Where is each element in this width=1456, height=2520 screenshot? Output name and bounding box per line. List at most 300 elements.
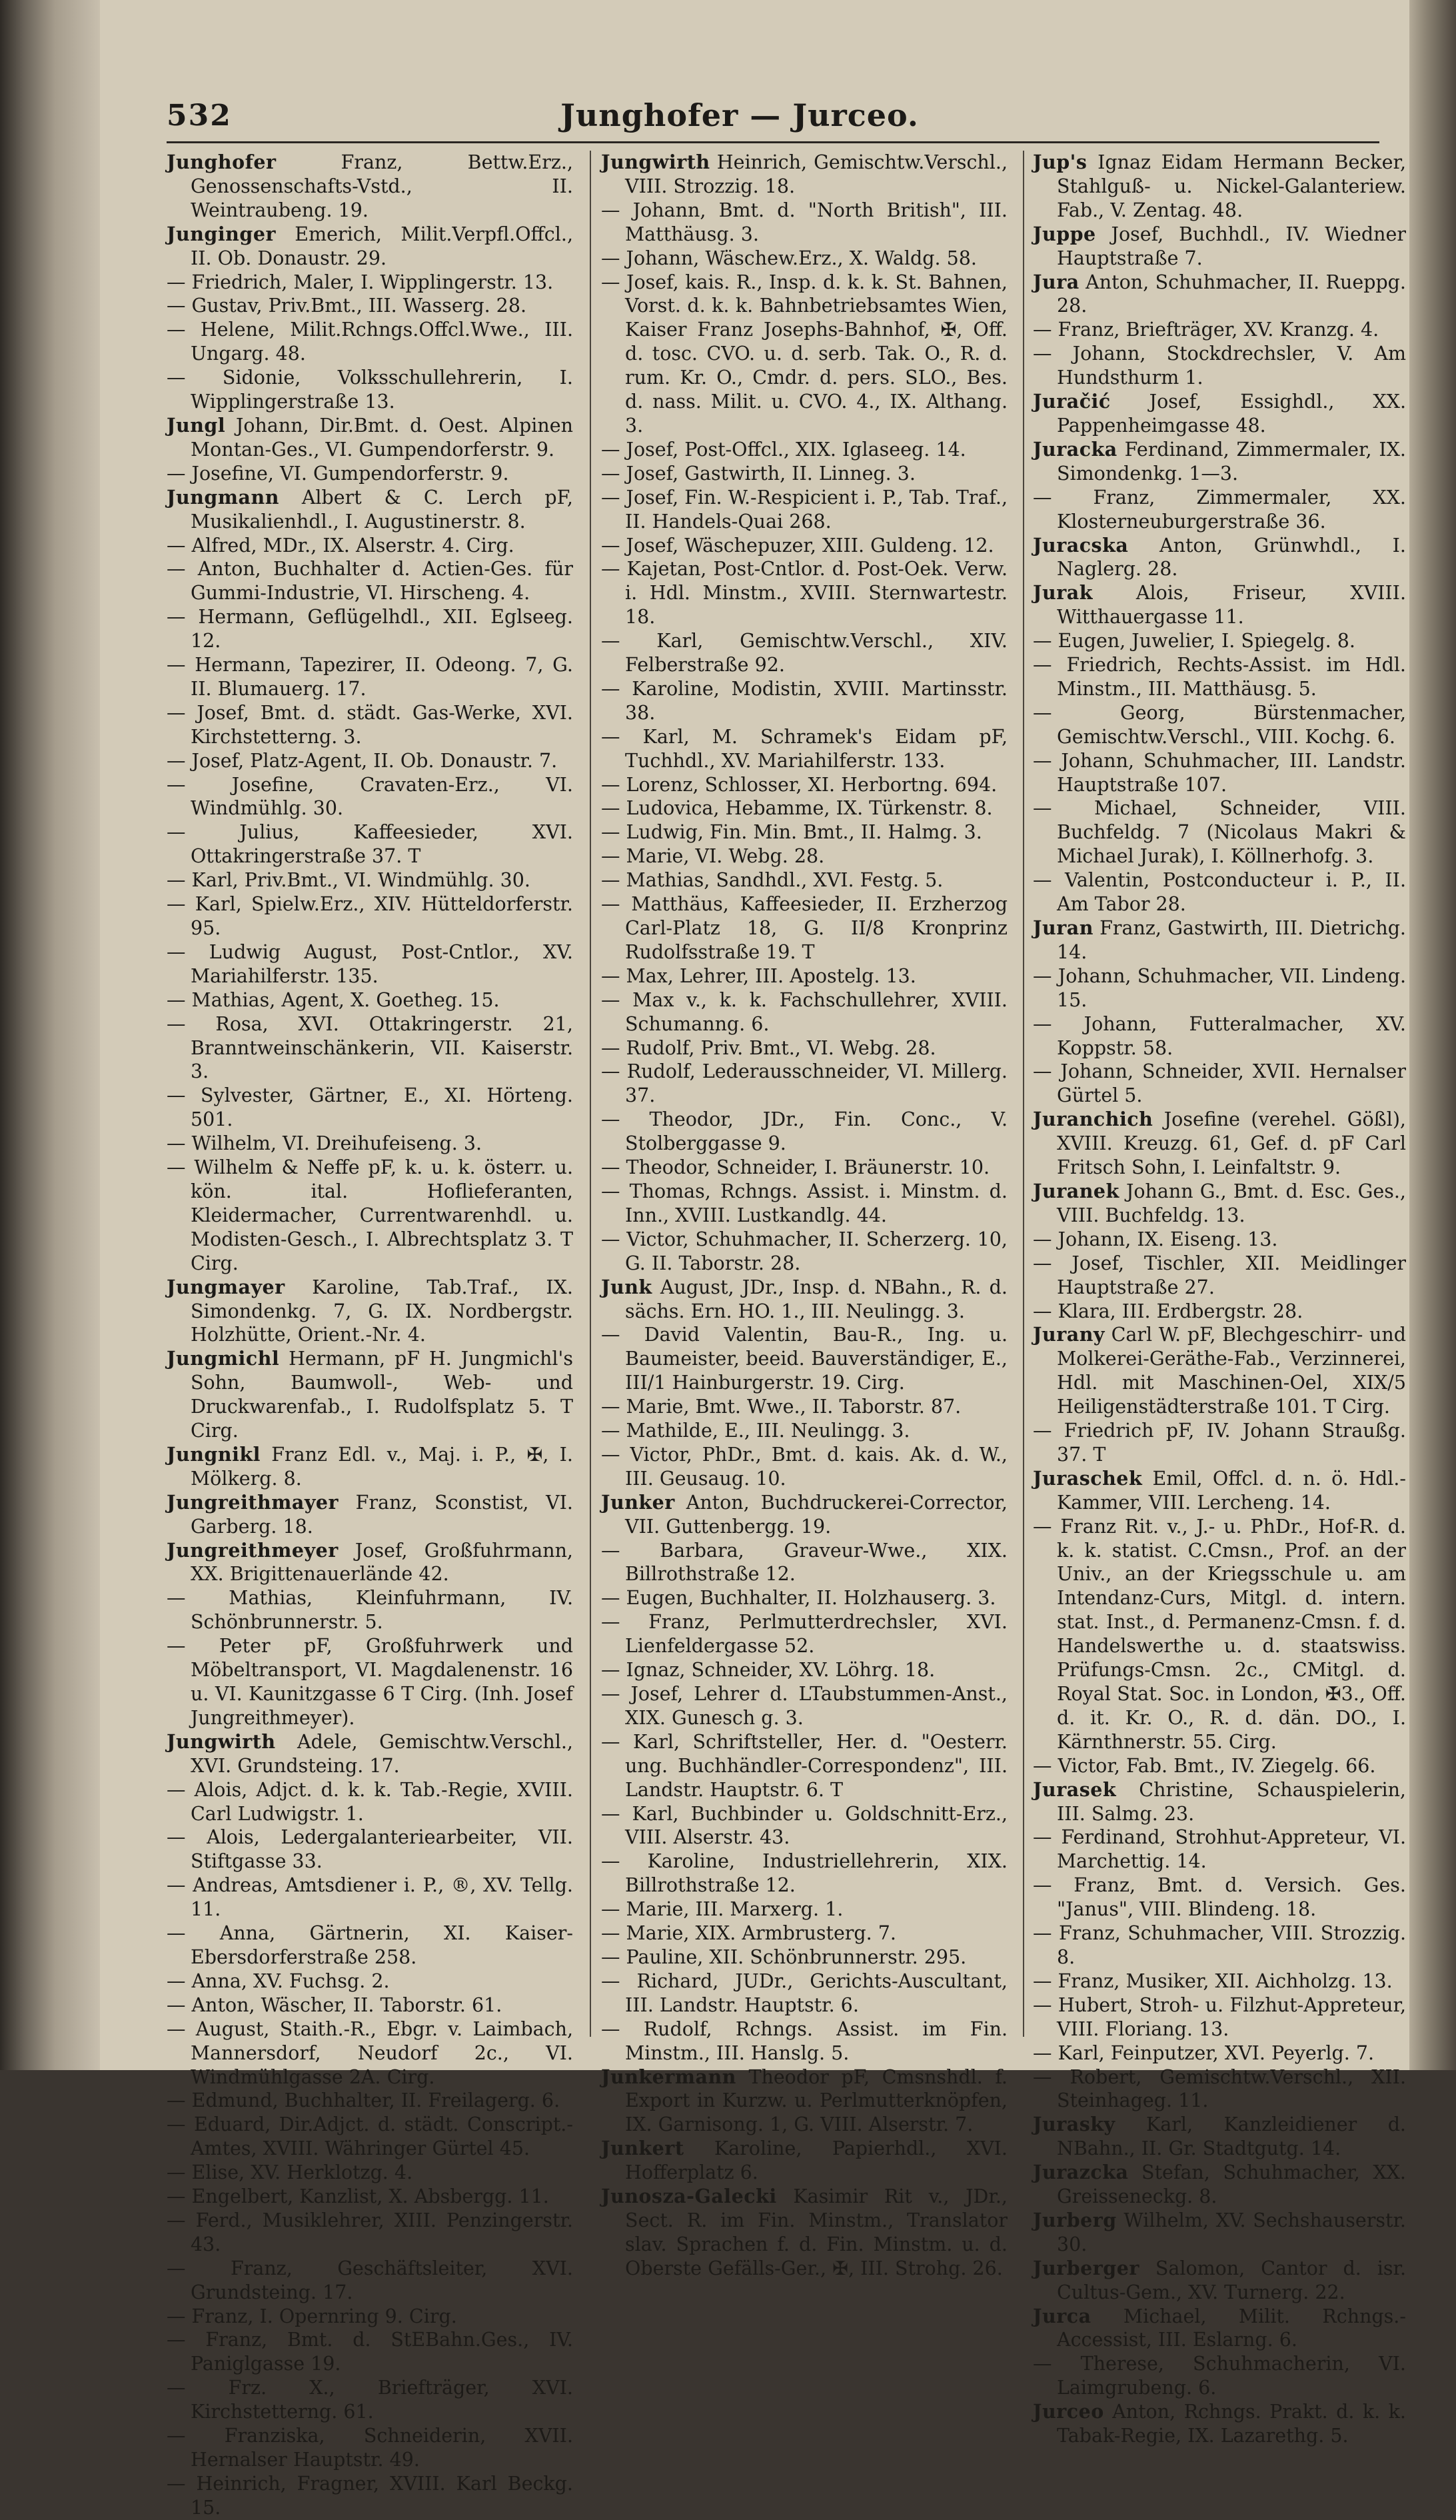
directory-entry (167, 2017, 573, 2089)
entry-text: Emil, Offcl. d. n. ö. Hdl.-Kammer, VIII. Lercheng. 14. (1057, 1467, 1406, 1514)
directory-entry (601, 1897, 1008, 1921)
entry-surname: Jungl (167, 413, 226, 437)
entry-surname: Junker (601, 1490, 675, 1514)
entry-text: — Michael, Schneider, VIII. Buchfeldg. 7 (Nicolaus Makri & Michael Jurak), I. Köllnerhofg. 3. (1033, 797, 1406, 868)
entry-text: — Julius, Kaffeesieder, XVI. Ottakringerstraße 37. T (167, 821, 573, 868)
directory-entry (1033, 318, 1406, 342)
entry-text: — Edmund, Buchhalter, II. Freilagerg. 6. (167, 2089, 560, 2112)
entry-surname: Juppe (1033, 222, 1096, 245)
entry-text: Alois, Friseur, XVIII. Witthauergasse 11. (1057, 582, 1406, 629)
directory-entry (601, 271, 1008, 438)
entry-text: — Josef, Wäschepuzer, XIII. Guldeng. 12. (601, 534, 994, 557)
entry-surname: Jungmann (167, 485, 279, 509)
entry-surname: Jurasek (1033, 1778, 1117, 1801)
directory-column-3 (1033, 151, 1406, 2448)
directory-entry (601, 247, 1008, 271)
directory-entry (167, 1539, 573, 1587)
entry-surname: Junosza-Galecki (601, 2185, 777, 2208)
directory-entry (601, 2017, 1008, 2065)
directory-entry (167, 1084, 573, 1132)
directory-entry (601, 151, 1008, 199)
entry-text: Franz, Sconstist, VI. Garberg. 18. (191, 1491, 573, 1538)
directory-entry (601, 199, 1008, 247)
entry-text: — Victor, Fab. Bmt., IV. Ziegelg. 66. (1033, 1754, 1376, 1777)
entry-text: — Josef, Fin. W.-Respicient i. P., Tab. Traf., II. Handels-Quai 268. (601, 486, 1008, 533)
directory-entry (1033, 653, 1406, 701)
directory-entry (167, 271, 573, 295)
directory-entry (1033, 2352, 1406, 2400)
directory-entry (1033, 964, 1406, 1012)
entry-text: — Josef, Bmt. d. städt. Gas-Werke, XVI. Kirchstetterng. 3. (167, 701, 573, 748)
directory-entry (601, 1610, 1008, 1658)
directory-entry (1033, 1921, 1406, 1969)
entry-text: — Franz, Schuhmacher, VIII. Strozzig. 8. (1033, 1922, 1406, 1968)
directory-entry (167, 773, 573, 821)
entry-text: — Josefine, Cravaten-Erz., VI. Windmühlg. 30. (167, 773, 573, 820)
directory-entry (167, 1491, 573, 1539)
entry-text: — David Valentin, Bau-R., Ing. u. Baumeister, beeid. Bauverständiger, E., III/1 Hainburgerstr. 19. Cirg. (601, 1324, 1008, 1394)
directory-entry (601, 1036, 1008, 1060)
directory-entry (167, 2305, 573, 2329)
directory-entry (167, 988, 573, 1012)
directory-entry (601, 1443, 1008, 1491)
directory-entry (601, 1682, 1008, 1730)
entry-text: Karoline, Tab.Traf., IX. Simondenkg. 7, G. IX. Nordbergstr. Holzhütte, Orient.-Nr. 4. (191, 1276, 573, 1346)
entry-surname: Juranchich (1033, 1108, 1153, 1131)
entry-text: — Lorenz, Schlosser, XI. Herbortng. 694. (601, 773, 998, 796)
entry-text: — Marie, Bmt. Wwe., II. Taborstr. 87. (601, 1396, 962, 1418)
column-divider (1023, 151, 1024, 2037)
entry-text: — Mathias, Kleinfuhrmann, IV. Schönbrunnerstr. 5. (167, 1587, 573, 1634)
entry-text: — Matthäus, Kaffeesieder, II. Erzherzog Carl-Platz 18, G. II/8 Kronprinz Rudolfsstraße 19. T (601, 893, 1008, 963)
entry-text: Heinrich, Gemischtw.Verschl., VIII. Strozzig. 18. (625, 151, 1008, 197)
directory-entry (1033, 1180, 1406, 1228)
entry-text: — Josef, Lehrer d. LTaubstummen-Anst., XIX. Gunesch g. 3. (601, 1683, 1008, 1729)
entry-text: — Johann, Schuhmacher, VII. Lindeng. 15. (1033, 964, 1406, 1011)
entry-surname: Jurberger (1033, 2256, 1139, 2279)
entry-text: Theodor pF, Cmsnshdl. f. Export in Kurzw. u. Perlmutterknöpfen, IX. Garnisong. 1, G. VIII. Alserstr. 7. (625, 2065, 1008, 2136)
directory-entry (1033, 1419, 1406, 1467)
directory-entry (1033, 2065, 1406, 2113)
entry-surname: Juran (1033, 916, 1093, 939)
entry-text: — Josef, Gastwirth, II. Linneg. 3. (601, 462, 916, 485)
directory-entry (601, 1586, 1008, 1610)
directory-entry (601, 1395, 1008, 1419)
entry-surname: Junginger (167, 222, 276, 245)
entry-text: Franz, Gastwirth, III. Dietrichg. 14. (1057, 917, 1406, 963)
entry-text: Anton, Grünwhdl., I. Naglerg. 28. (1057, 534, 1406, 581)
entry-text: — Klara, III. Erdbergstr. 28. (1033, 1300, 1303, 1322)
entry-surname: Jungreithmeyer (167, 1538, 339, 1562)
directory-entry (167, 151, 573, 223)
entry-text: — Rosa, XVI. Ottakringerstr. 21, Branntweinschänkerin, VII. Kaiserstr. 3. (167, 1012, 573, 1083)
entry-text: Franz, Bettw.Erz., Genossenschafts-Vstd., II. Weintraubeng. 19. (191, 151, 573, 221)
directory-entry (167, 486, 573, 534)
entry-text: — Josef, kais. R., Insp. d. k. k. St. Bahnen, Vorst. d. k. k. Bahnbetriebsamtes Wien, Kaiser Franz Josephs-Bahnhof, ✠, Off. d. tosc. CVO. u. d. serb. Tak. O., R. d. rum. Kr. O., Cmdr. d. pers. SLO., Bes. d. nass. Milit. u. CVO. 4., IX. Althang. 3. (601, 271, 1008, 437)
entry-text: Josef, Buchhdl., IV. Wiedner Hauptstraße 7. (1057, 223, 1406, 269)
entry-text: — Karl, M. Schramek's Eidam pF, Tuchhdl., XV. Mariahilferstr. 133. (601, 725, 1008, 772)
directory-entry (1033, 1515, 1406, 1754)
entry-text: — Johann, IX. Eiseng. 13. (1033, 1228, 1278, 1250)
directory-entry (601, 1921, 1008, 1945)
directory-entry (1033, 1467, 1406, 1515)
directory-entry (1033, 1300, 1406, 1324)
directory-entry (601, 1539, 1008, 1587)
entry-text: Adele, Gemischtw.Verschl., XVI. Grundsteing. 17. (191, 1730, 573, 1777)
entry-text: — Alois, Adjct. d. k. k. Tab.-Regie, XVIII. Carl Ludwigstr. 1. (167, 1778, 573, 1825)
directory-entry (601, 868, 1008, 892)
entry-text: Carl W. pF, Blechgeschirr- und Molkerei-Geräthe-Fab., Verzinnerei, Hdl. mit Maschinen-Oel, XIX/5 Heiligenstädterstraße 101. T Cirg. (1057, 1324, 1406, 1418)
directory-entry (601, 1802, 1008, 1850)
directory-entry (1033, 1778, 1406, 1826)
directory-entry (167, 892, 573, 940)
header-rule (167, 141, 1379, 143)
directory-entry (1033, 1993, 1406, 2041)
entry-text: — Johann, Wäschew.Erz., X. Waldg. 58. (601, 247, 977, 269)
directory-entry (167, 1276, 573, 1348)
entry-text: — Rudolf, Lederausschneider, VI. Millerg. 37. (601, 1060, 1008, 1107)
entry-text: — Wilhelm & Neffe pF, k. u. k. österr. u. kön. ital. Hoflieferanten, Kleidermacher, Currentwarenhdl. u. Modisten-Gesch., I. Albrechtsplatz 3. T Cirg. (167, 1156, 573, 1274)
directory-entry (601, 438, 1008, 462)
entry-surname: Juracka (1033, 437, 1117, 461)
entry-surname: Jungnikl (167, 1442, 261, 1466)
entry-text: — Eugen, Juwelier, I. Spiegelg. 8. (1033, 630, 1355, 652)
directory-entry (601, 1945, 1008, 1969)
directory-entry (167, 605, 573, 653)
entry-text: — Franz, Musiker, XII. Aichholzg. 13. (1033, 1969, 1393, 1992)
entry-text: — Karl, Feinputzer, XVI. Peyerlg. 7. (1033, 2041, 1375, 2064)
entry-text: — Franz, I. Opernring 9. Cirg. (167, 2305, 457, 2327)
entry-text: Hermann, pF H. Jungmichl's Sohn, Baumwoll-, Web- und Druckwarenfab., I. Rudolfsplatz 5. T Cirg. (191, 1348, 573, 1442)
directory-entry (1033, 2209, 1406, 2257)
entry-text: — Helene, Milit.Rchngs.Offcl.Wwe., III. Ungarg. 48. (167, 319, 573, 365)
directory-entry (167, 294, 573, 318)
entry-text: Christine, Schauspielerin, III. Salmg. 23. (1057, 1778, 1406, 1825)
entry-text: — Mathias, Agent, X. Goetheg. 15. (167, 988, 500, 1011)
entry-surname: Juracska (1033, 533, 1129, 557)
directory-entry (167, 1921, 573, 1969)
directory-entry (601, 1108, 1008, 1156)
entry-text: — Ferd., Musiklehrer, XIII. Penzingerstr. 43. (167, 2209, 573, 2255)
directory-entry (601, 1276, 1008, 1324)
entry-text: — Sylvester, Gärtner, E., XI. Hörteng. 501. (167, 1084, 573, 1131)
directory-entry (1033, 1826, 1406, 1874)
entry-text: Anton, Buchdruckerei-Corrector, VII. Guttenbergg. 19. (625, 1491, 1008, 1538)
directory-entry (601, 1156, 1008, 1180)
directory-entry (601, 486, 1008, 534)
directory-entry (1033, 534, 1406, 582)
entry-surname: Jura (1033, 270, 1080, 293)
entry-text: — Peter pF, Großfuhrwerk und Möbeltransport, VI. Magdalenenstr. 16 u. VI. Kaunitzgasse 6 T Cirg. (Inh. Josef Jungreithmeyer). (167, 1635, 573, 1729)
entry-text: — Anton, Buchhalter d. Actien-Ges. für Gummi-Industrie, VI. Hirscheng. 4. (167, 558, 573, 605)
entry-text: — Ignaz, Schneider, XV. Löhrg. 18. (601, 1659, 936, 1682)
entry-text: — August, Staith.-R., Ebgr. v. Laimbach, Mannersdorf, Neudorf 2c., VI. Windmühlgasse 2A. Cirg. (167, 2017, 573, 2088)
column-divider (590, 151, 591, 2037)
entry-text: — Eugen, Buchhalter, II. Holzhauserg. 3. (601, 1587, 996, 1610)
directory-entry (601, 1323, 1008, 1395)
entry-text: Anton, Rchngs. Prakt. d. k. k. Tabak-Regie, IX. Lazarethg. 5. (1057, 2401, 1406, 2447)
entry-text: — Karl, Buchbinder u. Goldschnitt-Erz., VIII. Alserstr. 43. (601, 1802, 1008, 1849)
directory-entry (167, 1132, 573, 1156)
entry-text: — Ferdinand, Strohhut-Appreteur, VI. Marchettig. 14. (1033, 1826, 1406, 1873)
entry-text: — Ludovica, Hebamme, IX. Türkenstr. 8. (601, 797, 993, 820)
entry-surname: Jurca (1033, 2304, 1092, 2327)
entry-text: Johann G., Bmt. d. Esc. Ges., VIII. Buchfeldg. 13. (1057, 1180, 1406, 1226)
entry-text: Josef, Essighdl., XX. Pappenheimgasse 48. (1057, 391, 1406, 437)
entry-text: Kasimir Rit v., JDr., Sect. R. im Fin. Minstm., Translator slav. Sprachen f. d. Fin. Minstm. u. d. Oberste Gefälls-Ger., ✠, III. Strohg. 26. (625, 2185, 1008, 2279)
directory-entry (1033, 1874, 1406, 1921)
directory-entry (167, 1586, 573, 1634)
entry-text: — Karl, Priv.Bmt., VI. Windmühlg. 30. (167, 869, 530, 892)
entry-text: Ignaz Eidam Hermann Becker, Stahlguß- u. Nickel-Galanteriew. Fab., V. Zentag. 48. (1057, 151, 1406, 221)
directory-entry (601, 1491, 1008, 1539)
directory-entry (601, 462, 1008, 486)
directory-entry (601, 1060, 1008, 1108)
page-number: 532 (167, 99, 232, 133)
entry-text: — Johann, Stockdrechsler, V. Am Hundsthurm 1. (1033, 343, 1406, 389)
entry-text: — Victor, Schuhmacher, II. Scherzerg. 10, G. II. Taborstr. 28. (601, 1228, 1008, 1274)
entry-text: — Valentin, Postconducteur i. P., II. Am Tabor 28. (1033, 869, 1406, 916)
entry-text: — Theodor, JDr., Fin. Conc., V. Stolberggasse 9. (601, 1108, 1008, 1155)
directory-entry (1033, 151, 1406, 223)
entry-surname: Junk (601, 1275, 652, 1298)
directory-entry (167, 1993, 573, 2017)
directory-entry (167, 1969, 573, 1993)
entry-text: — Friedrich, Rechts-Assist. im Hdl. Minstm., III. Matthäusg. 5. (1033, 654, 1406, 700)
entry-text: — Richard, JUDr., Gerichts-Auscultant, III. Landstr. Hauptstr. 6. (601, 1969, 1008, 2016)
directory-entry (167, 534, 573, 558)
directory-entry (601, 677, 1008, 725)
directory-entry (167, 2089, 573, 2113)
entry-text: — Marie, XIX. Armbrusterg. 7. (601, 1922, 896, 1945)
directory-entry (167, 223, 573, 271)
directory-entry (1033, 629, 1406, 653)
directory-entry (167, 868, 573, 892)
entry-text: — Frz. X., Briefträger, XVI. Kirchstetterng. 61. (167, 2377, 573, 2423)
entry-text: — Robert, Gemischtw.Verschl., XII. Steinhageg. 11. (1033, 2065, 1406, 2112)
entry-text: Michael, Milit. Rchngs.-Accessist, III. Eslarng. 6. (1057, 2305, 1406, 2351)
directory-entry (601, 820, 1008, 844)
directory-entry (167, 701, 573, 749)
entry-text: — Alois, Ledergalanteriearbeiter, VII. Stiftgasse 33. (167, 1826, 573, 1873)
directory-entry (601, 2185, 1008, 2281)
entry-surname: Junkert (601, 2137, 684, 2160)
directory-entry (601, 964, 1008, 988)
entry-surname: Jurberg (1033, 2208, 1117, 2231)
directory-entry (601, 1658, 1008, 1682)
directory-entry (601, 2065, 1008, 2137)
entry-surname: Junghofer (167, 151, 277, 173)
entry-text: — Anna, Gärtnerin, XI. Kaiser-Ebersdorferstraße 258. (167, 1922, 573, 1968)
entry-surname: Jurazcka (1033, 2161, 1129, 2184)
entry-text: — Josef, Platz-Agent, II. Ob. Donaustr. 7. (167, 749, 558, 772)
directory-entry (167, 2161, 573, 2185)
directory-entry (167, 2185, 573, 2209)
directory-entry (167, 462, 573, 486)
entry-text: — Ludwig August, Post-Cntlor., XV. Mariahilferstr. 135. (167, 940, 573, 987)
entry-text: — Max, Lehrer, III. Apostelg. 13. (601, 964, 916, 987)
directory-entry (1033, 749, 1406, 797)
entry-text: — Andreas, Amtsdiener i. P., ®, XV. Tellg. 11. (167, 1874, 573, 1921)
entry-text: — Friedrich pF, IV. Johann Straußg. 37. T (1033, 1420, 1406, 1466)
directory-entry (1033, 223, 1406, 271)
directory-entry (1033, 2161, 1406, 2209)
directory-entry (1033, 271, 1406, 319)
entry-text: Johann, Dir.Bmt. d. Oest. Alpinen Montan-Ges., VI. Gumpendorferstr. 9. (191, 414, 573, 461)
directory-entry (167, 1347, 573, 1443)
entry-text: — Thomas, Rchngs. Assist. i. Minstm. d. Inn., XVIII. Lustkandlg. 44. (601, 1180, 1008, 1226)
entry-text: — Hermann, Tapezirer, II. Odeong. 7, G. II. Blumauerg. 17. (167, 654, 573, 700)
directory-entry (167, 2328, 573, 2376)
directory-entry (1033, 438, 1406, 486)
directory-entry (167, 1443, 573, 1491)
directory-entry (601, 725, 1008, 773)
directory-entry (1033, 390, 1406, 438)
directory-entry (601, 1730, 1008, 1802)
entry-text: — Alfred, MDr., IX. Alserstr. 4. Cirg. (167, 534, 514, 557)
directory-entry (1033, 486, 1406, 534)
directory-entry (167, 2113, 573, 2161)
directory-entry (601, 844, 1008, 868)
directory-entry (601, 534, 1008, 558)
directory-entry (167, 2209, 573, 2257)
directory-entry (167, 1156, 573, 1276)
directory-entry (167, 1634, 573, 1730)
entry-text: Franz Edl. v., Maj. i. P., ✠, I. Mölkerg. 8. (191, 1443, 573, 1490)
directory-entry (601, 892, 1008, 964)
entry-text: — Franz, Bmt. d. StEBahn.Ges., IV. Paniglgasse 19. (167, 2329, 573, 2375)
directory-entry (601, 1228, 1008, 1276)
entry-text: — Karl, Spielw.Erz., XIV. Hütteldorferstr. 95. (167, 893, 573, 939)
directory-entry (1033, 342, 1406, 390)
entry-text: — Karoline, Industriellehrerin, XIX. Billrothstraße 12. (601, 1850, 1008, 1897)
entry-text: Stefan, Schuhmacher, XX. Greisseneckg. 8. (1057, 2161, 1406, 2208)
entry-text: — Rudolf, Rchngs. Assist. im Fin. Minstm., III. Hanslg. 5. (601, 2017, 1008, 2064)
directory-entry (1033, 2400, 1406, 2448)
entry-surname: Jurasky (1033, 2113, 1115, 2136)
entry-text: — Sidonie, Volksschullehrerin, I. Wipplingerstraße 13. (167, 367, 573, 413)
directory-entry (167, 940, 573, 988)
directory-entry (601, 1180, 1008, 1228)
entry-text: — Heinrich, Fragner, XVIII. Karl Beckg. 15. (167, 2472, 573, 2519)
entry-surname: Jungwirth (601, 151, 710, 173)
entry-surname: Jungmichl (167, 1347, 280, 1370)
directory-entry (167, 557, 573, 605)
entry-surname: Juranek (1033, 1179, 1119, 1202)
entry-surname: Jurak (1033, 581, 1093, 605)
entry-text: — Rudolf, Priv. Bmt., VI. Webg. 28. (601, 1036, 936, 1059)
entry-surname: Jungwirth (167, 1730, 276, 1753)
entry-text: — Ludwig, Fin. Min. Bmt., II. Halmg. 3. (601, 821, 982, 844)
entry-text: Ferdinand, Zimmermaler, IX. Simondenkg. 1—3. (1057, 438, 1406, 485)
directory-entry (1033, 2257, 1406, 2305)
entry-text: — Elise, XV. Herklotzg. 4. (167, 2161, 413, 2184)
directory-entry (1033, 1754, 1406, 1778)
directory-entry (601, 2137, 1008, 2185)
directory-entry (167, 1778, 573, 1826)
directory-entry (167, 318, 573, 366)
directory-entry (1033, 701, 1406, 749)
directory-entry (167, 1874, 573, 1921)
entry-text: — Josef, Post-Offcl., XIX. Iglaseeg. 14. (601, 438, 966, 461)
book-page-stack-right (1409, 0, 1456, 2070)
directory-entry (167, 1826, 573, 1874)
directory-entry (167, 2424, 573, 2472)
directory-entry (1033, 1108, 1406, 1180)
entry-text: — Anna, XV. Fuchsg. 2. (167, 1969, 390, 1992)
entry-text: — Franz, Perlmutterdrechsler, XVI. Lienfeldergasse 52. (601, 1611, 1008, 1658)
entry-surname: Juračić (1033, 390, 1111, 413)
directory-entry (167, 366, 573, 414)
directory-column-1 (167, 151, 573, 2520)
directory-entry (601, 557, 1008, 629)
directory-entry (1033, 796, 1406, 868)
entry-text: Albert & C. Lerch pF, Musikalienhdl., I. Augustinerstr. 8. (191, 486, 573, 533)
entry-text: — Karl, Gemischtw.Verschl., XIV. Felberstraße 92. (601, 630, 1008, 676)
directory-entry (601, 773, 1008, 797)
entry-text: — Hubert, Stroh- u. Filzhut-Appreteur, VIII. Floriang. 13. (1033, 1993, 1406, 2040)
entry-text: August, JDr., Insp. d. NBahn., R. d. sächs. Ern. HO. 1., III. Neulingg. 3. (625, 1276, 1008, 1322)
entry-text: — Theodor, Schneider, I. Bräunerstr. 10. (601, 1156, 990, 1179)
entry-text: Wilhelm, XV. Sechshauserstr. 30. (1057, 2209, 1406, 2255)
entry-surname: Junkermann (601, 2065, 736, 2088)
directory-entry (601, 796, 1008, 820)
entry-text: — Therese, Schuhmacherin, VI. Laimgrubeng. 6. (1033, 2353, 1406, 2399)
directory-entry (601, 1850, 1008, 1897)
entry-text: — Josef, Tischler, XII. Meidlinger Hauptstraße 27. (1033, 1252, 1406, 1298)
entry-surname: Jup's (1033, 151, 1088, 173)
entry-text: — Franziska, Schneiderin, XVII. Hernalser Hauptstr. 49. (167, 2425, 573, 2471)
entry-text: — Johann, Bmt. d. "North British", III. Matthäusg. 3. (601, 199, 1008, 245)
entry-text: — Eduard, Dir.Adjct. d. städt. Conscript.-Amtes, XVIII. Währinger Gürtel 45. (167, 2113, 573, 2160)
directory-entry (601, 1969, 1008, 2017)
entry-text: — Barbara, Graveur-Wwe., XIX. Billrothstraße 12. (601, 1539, 1008, 1586)
entry-surname: Juraschek (1033, 1466, 1143, 1490)
directory-entry (167, 749, 573, 773)
directory-entry (167, 820, 573, 868)
entry-text: — Johann, Futteralmacher, XV. Koppstr. 58. (1033, 1012, 1406, 1059)
entry-text: — Friedrich, Maler, I. Wipplingerstr. 13. (167, 271, 554, 293)
directory-entry (1033, 2305, 1406, 2353)
directory-entry (1033, 1252, 1406, 1300)
directory-entry (167, 414, 573, 462)
directory-entry (1033, 1012, 1406, 1060)
entry-text: — Max v., k. k. Fachschullehrer, XVIII. Schumanng. 6. (601, 988, 1008, 1035)
directory-entry (167, 1012, 573, 1084)
directory-entry (1033, 2041, 1406, 2065)
entry-surname: Jurceo (1033, 2400, 1104, 2423)
entry-text: — Georg, Bürstenmacher, Gemischtw.Verschl., VIII. Kochg. 6. (1033, 701, 1406, 748)
directory-entry (167, 1730, 573, 1778)
entry-text: — Marie, VI. Webg. 28. (601, 845, 825, 868)
entry-text: — Karoline, Modistin, XVIII. Martinsstr. 38. (601, 677, 1008, 724)
entry-text: — Hermann, Geflügelhdl., XII. Eglseeg. 12. (167, 606, 573, 652)
entry-text: — Marie, III. Marxerg. 1. (601, 1898, 844, 1921)
directory-entry (1033, 868, 1406, 916)
directory-page (100, 0, 1409, 2519)
directory-entry (1033, 581, 1406, 629)
entry-text: — Gustav, Priv.Bmt., III. Wasserg. 28. (167, 295, 527, 317)
entry-text: Karoline, Papierhdl., XVI. Hofferplatz 6. (625, 2137, 1008, 2184)
directory-entry (601, 629, 1008, 677)
entry-text: Salomon, Cantor d. isr. Cultus-Gem., XV. Turnerg. 22. (1057, 2257, 1406, 2303)
directory-entry (1033, 2113, 1406, 2161)
entry-text: — Wilhelm, VI. Dreihufeiseng. 3. (167, 1132, 482, 1155)
entry-text: — Mathias, Sandhdl., XVI. Festg. 5. (601, 869, 944, 892)
directory-entry (1033, 1060, 1406, 1108)
directory-entry (167, 2376, 573, 2424)
entry-text: — Mathilde, E., III. Neulingg. 3. (601, 1420, 910, 1442)
